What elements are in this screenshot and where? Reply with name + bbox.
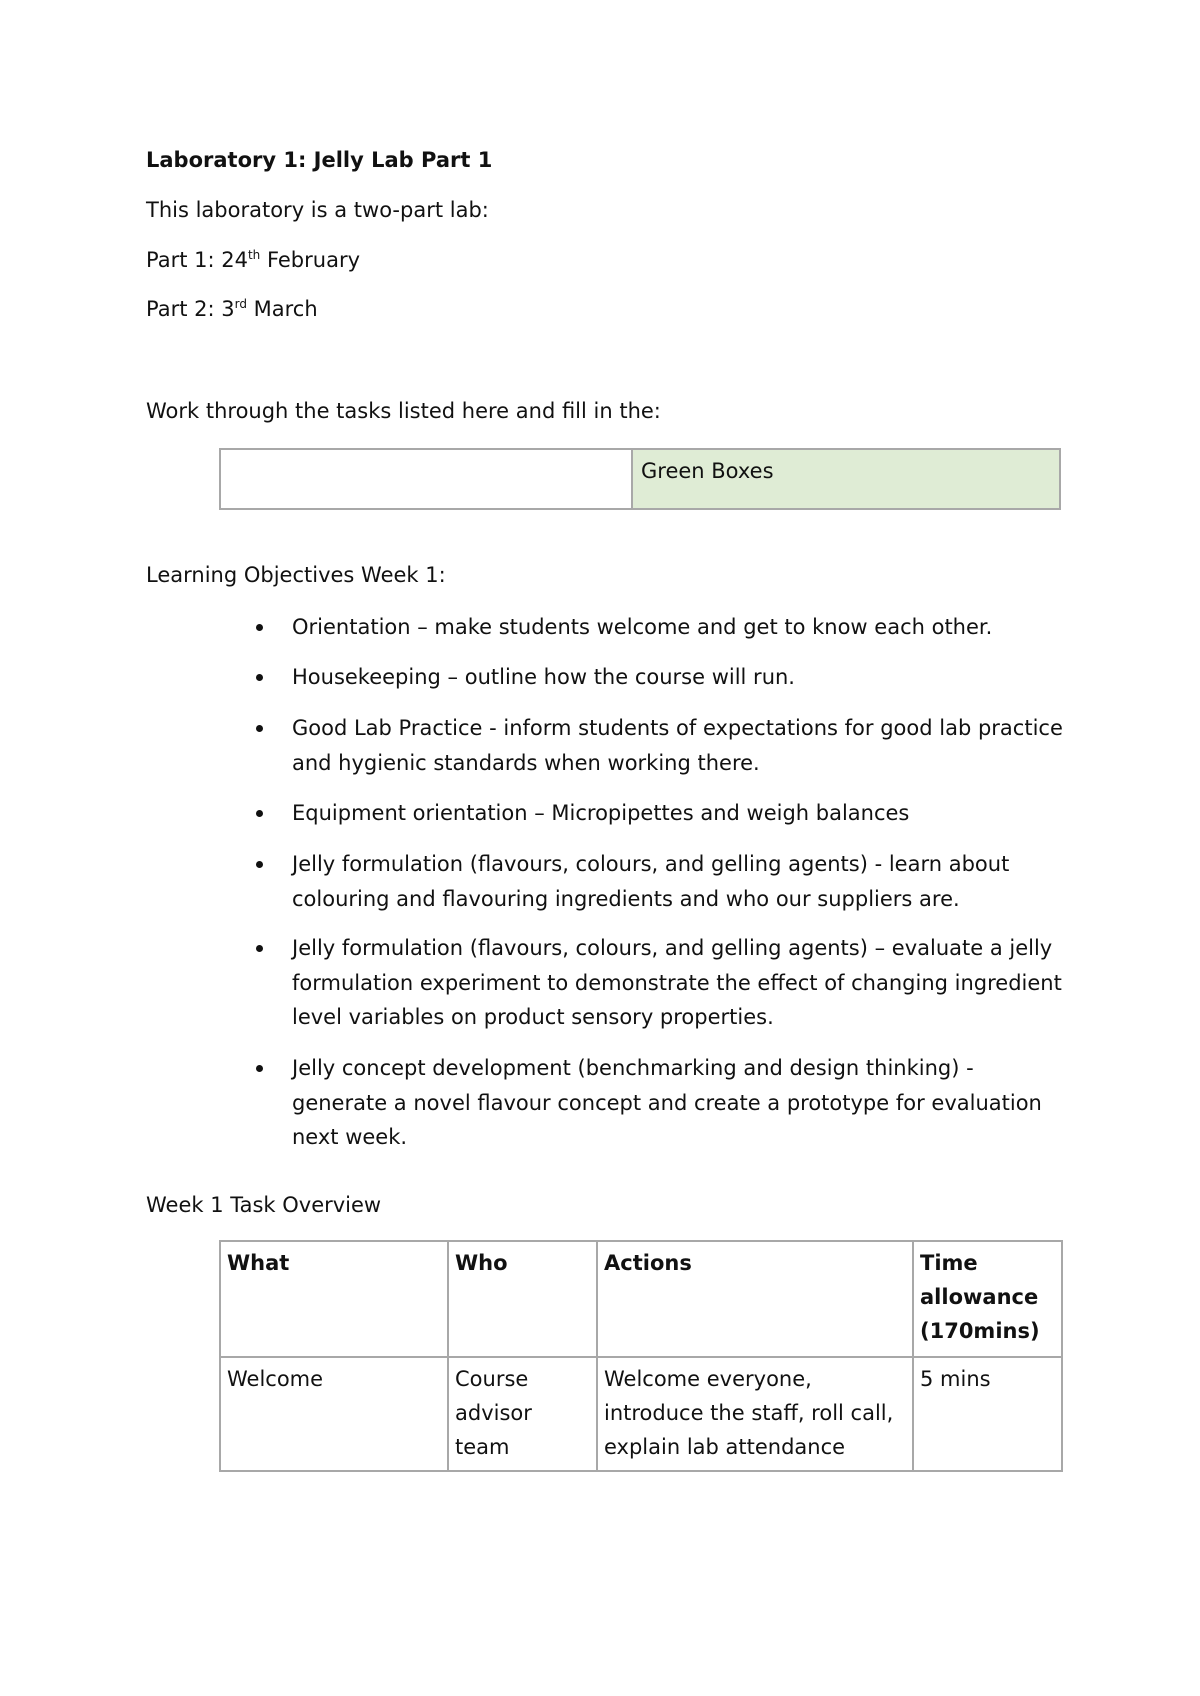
header-time-allowance: Time allowance (170mins) [913,1241,1062,1357]
part1-suffix: February [260,248,361,272]
objective-item [292,847,1072,916]
bullet-icon [256,861,263,868]
part2-date [146,296,318,322]
part2-prefix: Part 2: 3 [146,297,235,321]
document-title: Laboratory 1: Jelly Lab Part 1 [146,148,493,172]
objectives-heading: Learning Objectives Week 1: [146,563,446,587]
header-what: What [220,1241,448,1357]
task-table-header-row [220,1241,1062,1357]
objective-item [292,1051,1072,1155]
objective-item [292,610,1072,645]
cell-actions: Welcome everyone, introduce the staff, roll call, explain lab attendance [597,1357,913,1471]
objective-text: Equipment orientation – Micropipettes and weigh balances [292,801,910,825]
objective-text: Good Lab Practice - inform students of expectations for good lab practice and hygienic standards when working there. [292,716,1063,775]
objective-text: Orientation – make students welcome and get to know each other. [292,615,993,639]
bullet-icon [256,725,263,732]
legend-green-cell: Green Boxes [633,450,1059,508]
bullet-icon [256,1065,263,1072]
legend-empty-cell [221,450,633,508]
table-row [220,1357,1062,1471]
objective-item [292,711,1072,780]
legend-table [219,448,1061,510]
part1-sup: th [247,248,261,262]
header-actions: Actions [597,1241,913,1357]
cell-who: Course advisor team [448,1357,597,1471]
part2-sup: rd [234,297,247,311]
bullet-icon [256,945,263,952]
task-table [219,1240,1063,1472]
overview-heading: Week 1 Task Overview [146,1193,382,1217]
cell-what: Welcome [220,1357,448,1471]
objective-text: Housekeeping – outline how the course will run. [292,665,795,689]
bullet-icon [256,674,263,681]
objective-text: Jelly formulation (flavours, colours, and gelling agents) - learn about colouring and flavouring ingredients and who our suppliers are. [292,852,1010,911]
part1-date [146,247,360,273]
bullet-icon [256,810,263,817]
objective-item [292,796,1072,831]
objective-item [292,660,1072,695]
objective-text: Jelly formulation (flavours, colours, and gelling agents) – evaluate a jelly formulation experiment to demonstrate the effect of changing ingredient level variables on product sensory properties. [292,936,1062,1029]
instruction-text: Work through the tasks listed here and fill in the: [146,399,661,423]
cell-time: 5 mins [913,1357,1062,1471]
objective-text: Jelly concept development (benchmarking and design thinking) - generate a novel flavour concept and create a prototype for evaluation next week. [292,1056,1042,1149]
header-who: Who [448,1241,597,1357]
bullet-icon [256,624,263,631]
part1-prefix: Part 1: 24 [146,248,248,272]
intro-text: This laboratory is a two-part lab: [146,198,489,222]
part2-suffix: March [246,297,318,321]
objective-item [292,931,1072,1035]
